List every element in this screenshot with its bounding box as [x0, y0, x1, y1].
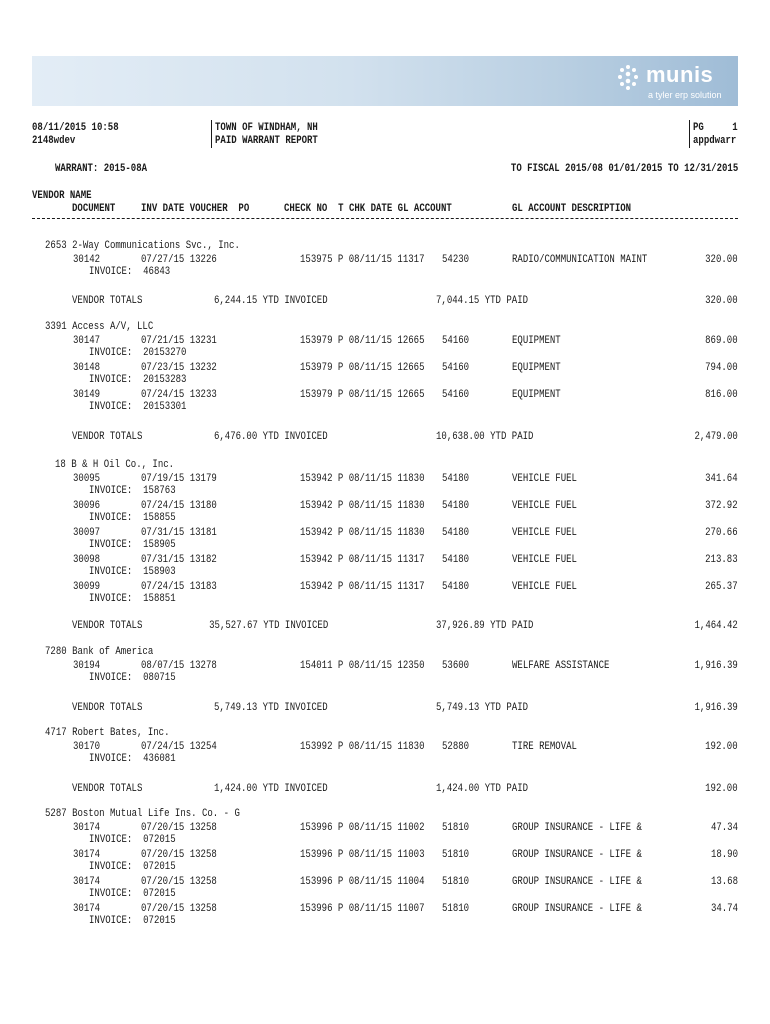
invoice-date-voucher: 07/20/15 13258 — [141, 849, 217, 861]
check-info: 153979 P 08/11/15 12665 — [300, 362, 425, 374]
gl-account: 53600 — [442, 660, 470, 672]
page-number: 1 — [732, 122, 738, 134]
check-info: 153979 P 08/11/15 12665 — [300, 389, 425, 401]
line-amount: 13.68 — [710, 876, 738, 888]
invoice-date-voucher: 07/24/15 13254 — [141, 741, 217, 753]
line-amount: 372.92 — [705, 500, 738, 512]
gl-account: 51810 — [442, 822, 470, 834]
gl-account: 54180 — [442, 581, 470, 593]
vendor-total-amount: 1,464.42 — [694, 620, 738, 632]
invoice-number: INVOICE: 158851 — [89, 593, 176, 605]
document-number: 30174 — [73, 822, 101, 834]
gl-description: GROUP INSURANCE - LIFE & — [512, 849, 642, 861]
invoice-date-voucher: 07/24/15 13233 — [141, 389, 217, 401]
check-info: 153975 P 08/11/15 11317 — [300, 254, 425, 266]
check-info: 153942 P 08/11/15 11317 — [300, 554, 425, 566]
invoice-date-voucher: 07/21/15 13231 — [141, 335, 217, 347]
vendor-name: 2653 2-Way Communications Svc., Inc. — [45, 240, 240, 252]
ytd-paid: 37,926.89 YTD PAID — [436, 620, 534, 632]
document-number: 30194 — [73, 660, 101, 672]
document-number: 30149 — [73, 389, 101, 401]
invoice-number: INVOICE: 158763 — [89, 485, 176, 497]
gl-account: 51810 — [442, 903, 470, 915]
check-info: 153942 P 08/11/15 11830 — [300, 527, 425, 539]
vendor-totals-label: VENDOR TOTALS — [72, 431, 143, 443]
vendor-name: 4717 Robert Bates, Inc. — [45, 727, 170, 739]
line-amount: 18.90 — [710, 849, 738, 861]
gl-account: 54180 — [442, 473, 470, 485]
gl-account: 54180 — [442, 500, 470, 512]
ytd-invoiced: 35,527.67 YTD INVOICED — [208, 620, 328, 632]
document-number: 30099 — [73, 581, 101, 593]
ytd-invoiced: 1,424.00 YTD INVOICED — [214, 783, 328, 795]
document-number: 30097 — [73, 527, 101, 539]
gl-description: VEHICLE FUEL — [512, 473, 577, 485]
invoice-number: INVOICE: 158903 — [89, 566, 176, 578]
gl-description: RADIO/COMMUNICATION MAINT — [512, 254, 648, 266]
col-gl-description: GL ACCOUNT DESCRIPTION — [512, 203, 632, 215]
invoice-number: INVOICE: 158855 — [89, 512, 176, 524]
line-amount: 47.34 — [710, 822, 738, 834]
check-info: 153992 P 08/11/15 11830 — [300, 741, 425, 753]
vendor-totals-label: VENDOR TOTALS — [72, 702, 143, 714]
gl-account: 54160 — [442, 362, 470, 374]
report-user: 2148wdev — [32, 135, 76, 147]
gl-account: 51810 — [442, 849, 470, 861]
ytd-paid: 5,749.13 YTD PAID — [436, 702, 529, 714]
invoice-number: INVOICE: 20153301 — [89, 401, 187, 413]
gl-account: 54180 — [442, 554, 470, 566]
invoice-number: INVOICE: 20153283 — [89, 374, 187, 386]
document-number: 30147 — [73, 335, 101, 347]
page-label: PG — [693, 122, 704, 134]
line-amount: 265.37 — [705, 581, 738, 593]
invoice-date-voucher: 07/20/15 13258 — [141, 876, 217, 888]
invoice-number: INVOICE: 072015 — [89, 861, 176, 873]
invoice-date-voucher: 07/23/15 13232 — [141, 362, 217, 374]
ytd-paid: 1,424.00 YTD PAID — [436, 783, 529, 795]
invoice-number: INVOICE: 46843 — [89, 266, 171, 278]
invoice-number: INVOICE: 158905 — [89, 539, 176, 551]
invoice-date-voucher: 07/24/15 13183 — [141, 581, 217, 593]
check-info: 154011 P 08/11/15 12350 — [300, 660, 425, 672]
col-inv-date-voucher-po: INV DATE VOUCHER PO — [141, 203, 250, 215]
vendor-totals-label: VENDOR TOTALS — [72, 295, 143, 307]
gl-description: VEHICLE FUEL — [512, 500, 577, 512]
gl-account: 51810 — [442, 876, 470, 888]
line-amount: 320.00 — [705, 254, 738, 266]
check-info: 153996 P 08/11/15 11002 — [300, 822, 425, 834]
check-info: 153996 P 08/11/15 11004 — [300, 876, 425, 888]
document-number: 30142 — [73, 254, 101, 266]
ytd-paid: 7,044.15 YTD PAID — [436, 295, 529, 307]
gl-description: VEHICLE FUEL — [512, 527, 577, 539]
vendor-total-amount: 192.00 — [705, 783, 738, 795]
line-amount: 270.66 — [705, 527, 738, 539]
invoice-number: INVOICE: 072015 — [89, 834, 176, 846]
col-check-gl: CHECK NO T CHK DATE GL ACCOUNT — [284, 203, 452, 215]
document-number: 30170 — [73, 741, 101, 753]
gl-description: GROUP INSURANCE - LIFE & — [512, 822, 642, 834]
ytd-invoiced: 6,476.00 YTD INVOICED — [214, 431, 328, 443]
document-number: 30174 — [73, 903, 101, 915]
brand-tagline: a tyler erp solution — [648, 90, 722, 100]
report-datetime: 08/11/2015 10:58 — [32, 122, 119, 134]
invoice-date-voucher: 07/24/15 13180 — [141, 500, 217, 512]
invoice-date-voucher: 07/20/15 13258 — [141, 822, 217, 834]
invoice-date-voucher: 08/07/15 13278 — [141, 660, 217, 672]
gl-description: VEHICLE FUEL — [512, 581, 577, 593]
check-info: 153942 P 08/11/15 11830 — [300, 473, 425, 485]
col-document: DOCUMENT — [72, 203, 116, 215]
gl-account: 54160 — [442, 335, 470, 347]
check-info: 153942 P 08/11/15 11830 — [300, 500, 425, 512]
invoice-number: INVOICE: 436081 — [89, 753, 176, 765]
warrant-number: WARRANT: 2015-08A — [55, 163, 148, 175]
invoice-date-voucher: 07/31/15 13181 — [141, 527, 217, 539]
fiscal-range: TO FISCAL 2015/08 01/01/2015 TO 12/31/2015 — [510, 163, 738, 175]
line-amount: 341.64 — [705, 473, 738, 485]
col-vendor-name: VENDOR NAME — [32, 190, 92, 202]
invoice-date-voucher: 07/31/15 13182 — [141, 554, 217, 566]
org-name: TOWN OF WINDHAM, NH — [215, 122, 318, 134]
line-amount: 816.00 — [705, 389, 738, 401]
gl-account: 52880 — [442, 741, 470, 753]
document-number: 30096 — [73, 500, 101, 512]
munis-logo — [614, 62, 734, 102]
line-amount: 1,916.39 — [694, 660, 738, 672]
header-divider-left — [211, 120, 212, 148]
vendor-totals-label: VENDOR TOTALS — [72, 783, 143, 795]
invoice-date-voucher: 07/27/15 13226 — [141, 254, 217, 266]
header-divider-right — [689, 120, 690, 148]
vendor-name: 5287 Boston Mutual Life Ins. Co. - G — [45, 808, 240, 820]
document-number: 30095 — [73, 473, 101, 485]
vendor-totals-label: VENDOR TOTALS — [72, 620, 143, 632]
vendor-total-amount: 2,479.00 — [694, 431, 738, 443]
invoice-number: INVOICE: 072015 — [89, 915, 176, 927]
gl-description: TIRE REMOVAL — [512, 741, 577, 753]
line-amount: 192.00 — [705, 741, 738, 753]
program-name: appdwarr — [693, 135, 737, 147]
line-amount: 869.00 — [705, 335, 738, 347]
check-info: 153996 P 08/11/15 11003 — [300, 849, 425, 861]
report-title: PAID WARRANT REPORT — [215, 135, 318, 147]
line-amount: 794.00 — [705, 362, 738, 374]
gl-description: GROUP INSURANCE - LIFE & — [512, 876, 642, 888]
check-info: 153942 P 08/11/15 11317 — [300, 581, 425, 593]
gl-account: 54180 — [442, 527, 470, 539]
gl-account: 54160 — [442, 389, 470, 401]
document-number: 30148 — [73, 362, 101, 374]
invoice-number: INVOICE: 072015 — [89, 888, 176, 900]
gl-account: 54230 — [442, 254, 470, 266]
gl-description: WELFARE ASSISTANCE — [512, 660, 610, 672]
vendor-total-amount: 320.00 — [705, 295, 738, 307]
invoice-number: INVOICE: 080715 — [89, 672, 176, 684]
line-amount: 34.74 — [710, 903, 738, 915]
ytd-paid: 10,638.00 YTD PAID — [436, 431, 534, 443]
vendor-name: 18 B & H Oil Co., Inc. — [55, 459, 175, 471]
gl-description: EQUIPMENT — [512, 389, 561, 401]
invoice-number: INVOICE: 20153270 — [89, 347, 187, 359]
check-info: 153979 P 08/11/15 12665 — [300, 335, 425, 347]
document-number: 30174 — [73, 849, 101, 861]
document-number: 30098 — [73, 554, 101, 566]
gl-description: VEHICLE FUEL — [512, 554, 577, 566]
brand-name: munis — [646, 62, 714, 87]
header-banner — [32, 56, 738, 106]
vendor-total-amount: 1,916.39 — [694, 702, 738, 714]
header-rule — [32, 218, 738, 219]
vendor-name: 7280 Bank of America — [45, 646, 154, 658]
check-info: 153996 P 08/11/15 11007 — [300, 903, 425, 915]
document-number: 30174 — [73, 876, 101, 888]
line-amount: 213.83 — [705, 554, 738, 566]
vendor-name: 3391 Access A/V, LLC — [45, 321, 154, 333]
ytd-invoiced: 6,244.15 YTD INVOICED — [214, 295, 328, 307]
gl-description: GROUP INSURANCE - LIFE & — [512, 903, 642, 915]
gl-description: EQUIPMENT — [512, 362, 561, 374]
munis-logo-icon — [614, 64, 642, 92]
invoice-date-voucher: 07/20/15 13258 — [141, 903, 217, 915]
invoice-date-voucher: 07/19/15 13179 — [141, 473, 217, 485]
ytd-invoiced: 5,749.13 YTD INVOICED — [214, 702, 328, 714]
gl-description: EQUIPMENT — [512, 335, 561, 347]
